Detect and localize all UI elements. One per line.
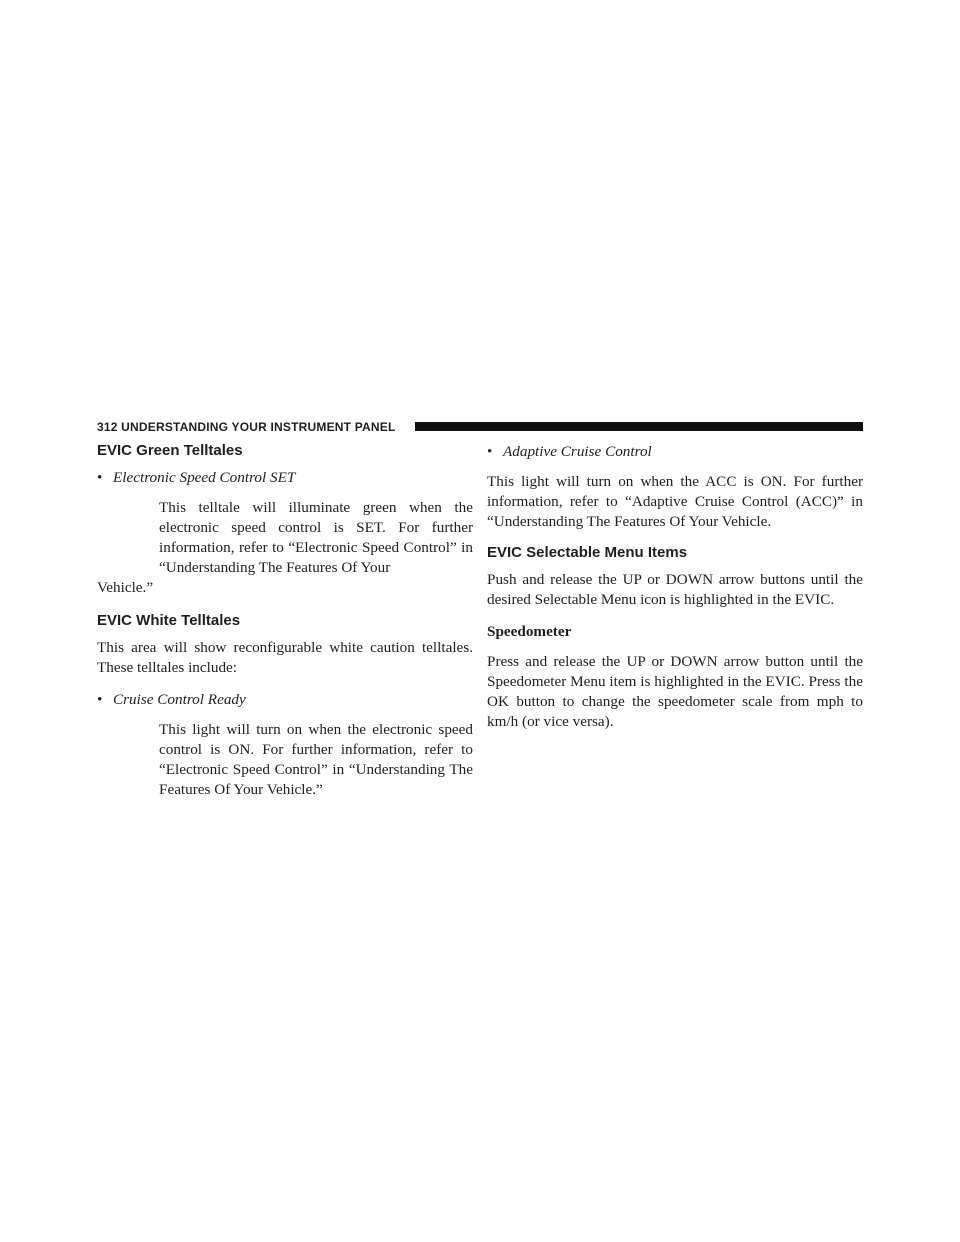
green-telltales-heading: EVIC Green Telltales (97, 442, 243, 459)
right-column (487, 442, 863, 744)
acc-description: This light will turn on when the ACC is ON. For further information, refer to “Adaptive Cruise Control (ACC)” in “Understanding The Features Of Your Vehicle. (487, 473, 863, 530)
bullet-item-speed-control-set (97, 468, 473, 488)
bullet-item-adaptive-cruise-control (487, 442, 863, 462)
white-telltales-intro: This area will show reconfigurable white caution telltales. These telltales include: (97, 639, 473, 676)
page-header (97, 420, 863, 434)
bullet-label: Cruise Control Ready (113, 691, 246, 708)
selectable-menu-heading: EVIC Selectable Menu Items (487, 544, 688, 561)
header-rule (415, 422, 863, 431)
green-telltale-description: This telltale will illuminate green when the electronic speed control is SET. For further information, refer to “Electronic Speed Control” in “Understanding The Features Of Your (159, 499, 473, 576)
bullet-label: Adaptive Cruise Control (503, 443, 652, 460)
bullet-label: Electronic Speed Control SET (113, 469, 296, 486)
white-telltales-heading: EVIC White Telltales (97, 612, 241, 629)
bullet-icon: • (97, 469, 103, 486)
page-number-and-chapter: 312 UNDERSTANDING YOUR INSTRUMENT PANEL (97, 420, 396, 434)
left-column (97, 442, 473, 800)
cruise-ready-description: This light will turn on when the electronic speed control is ON. For further information, refer to “Electronic Speed Control” in “Understanding The Features Of Your Vehicle.” (159, 721, 473, 798)
bullet-icon: • (97, 691, 103, 708)
selectable-menu-description: Push and release the UP or DOWN arrow buttons until the desired Selectable Menu icon is highlighted in the EVIC. (487, 571, 863, 608)
speedometer-heading: Speedometer (487, 623, 572, 640)
green-telltale-description-tail: Vehicle.” (97, 579, 154, 596)
bullet-icon: • (487, 443, 493, 460)
bullet-item-cruise-control-ready (97, 690, 473, 710)
speedometer-description: Press and release the UP or DOWN arrow button until the Speedometer Menu item is highlighted in the EVIC. Press the OK button to change the speedometer scale from mph to km/h (or vice versa). (487, 653, 863, 730)
